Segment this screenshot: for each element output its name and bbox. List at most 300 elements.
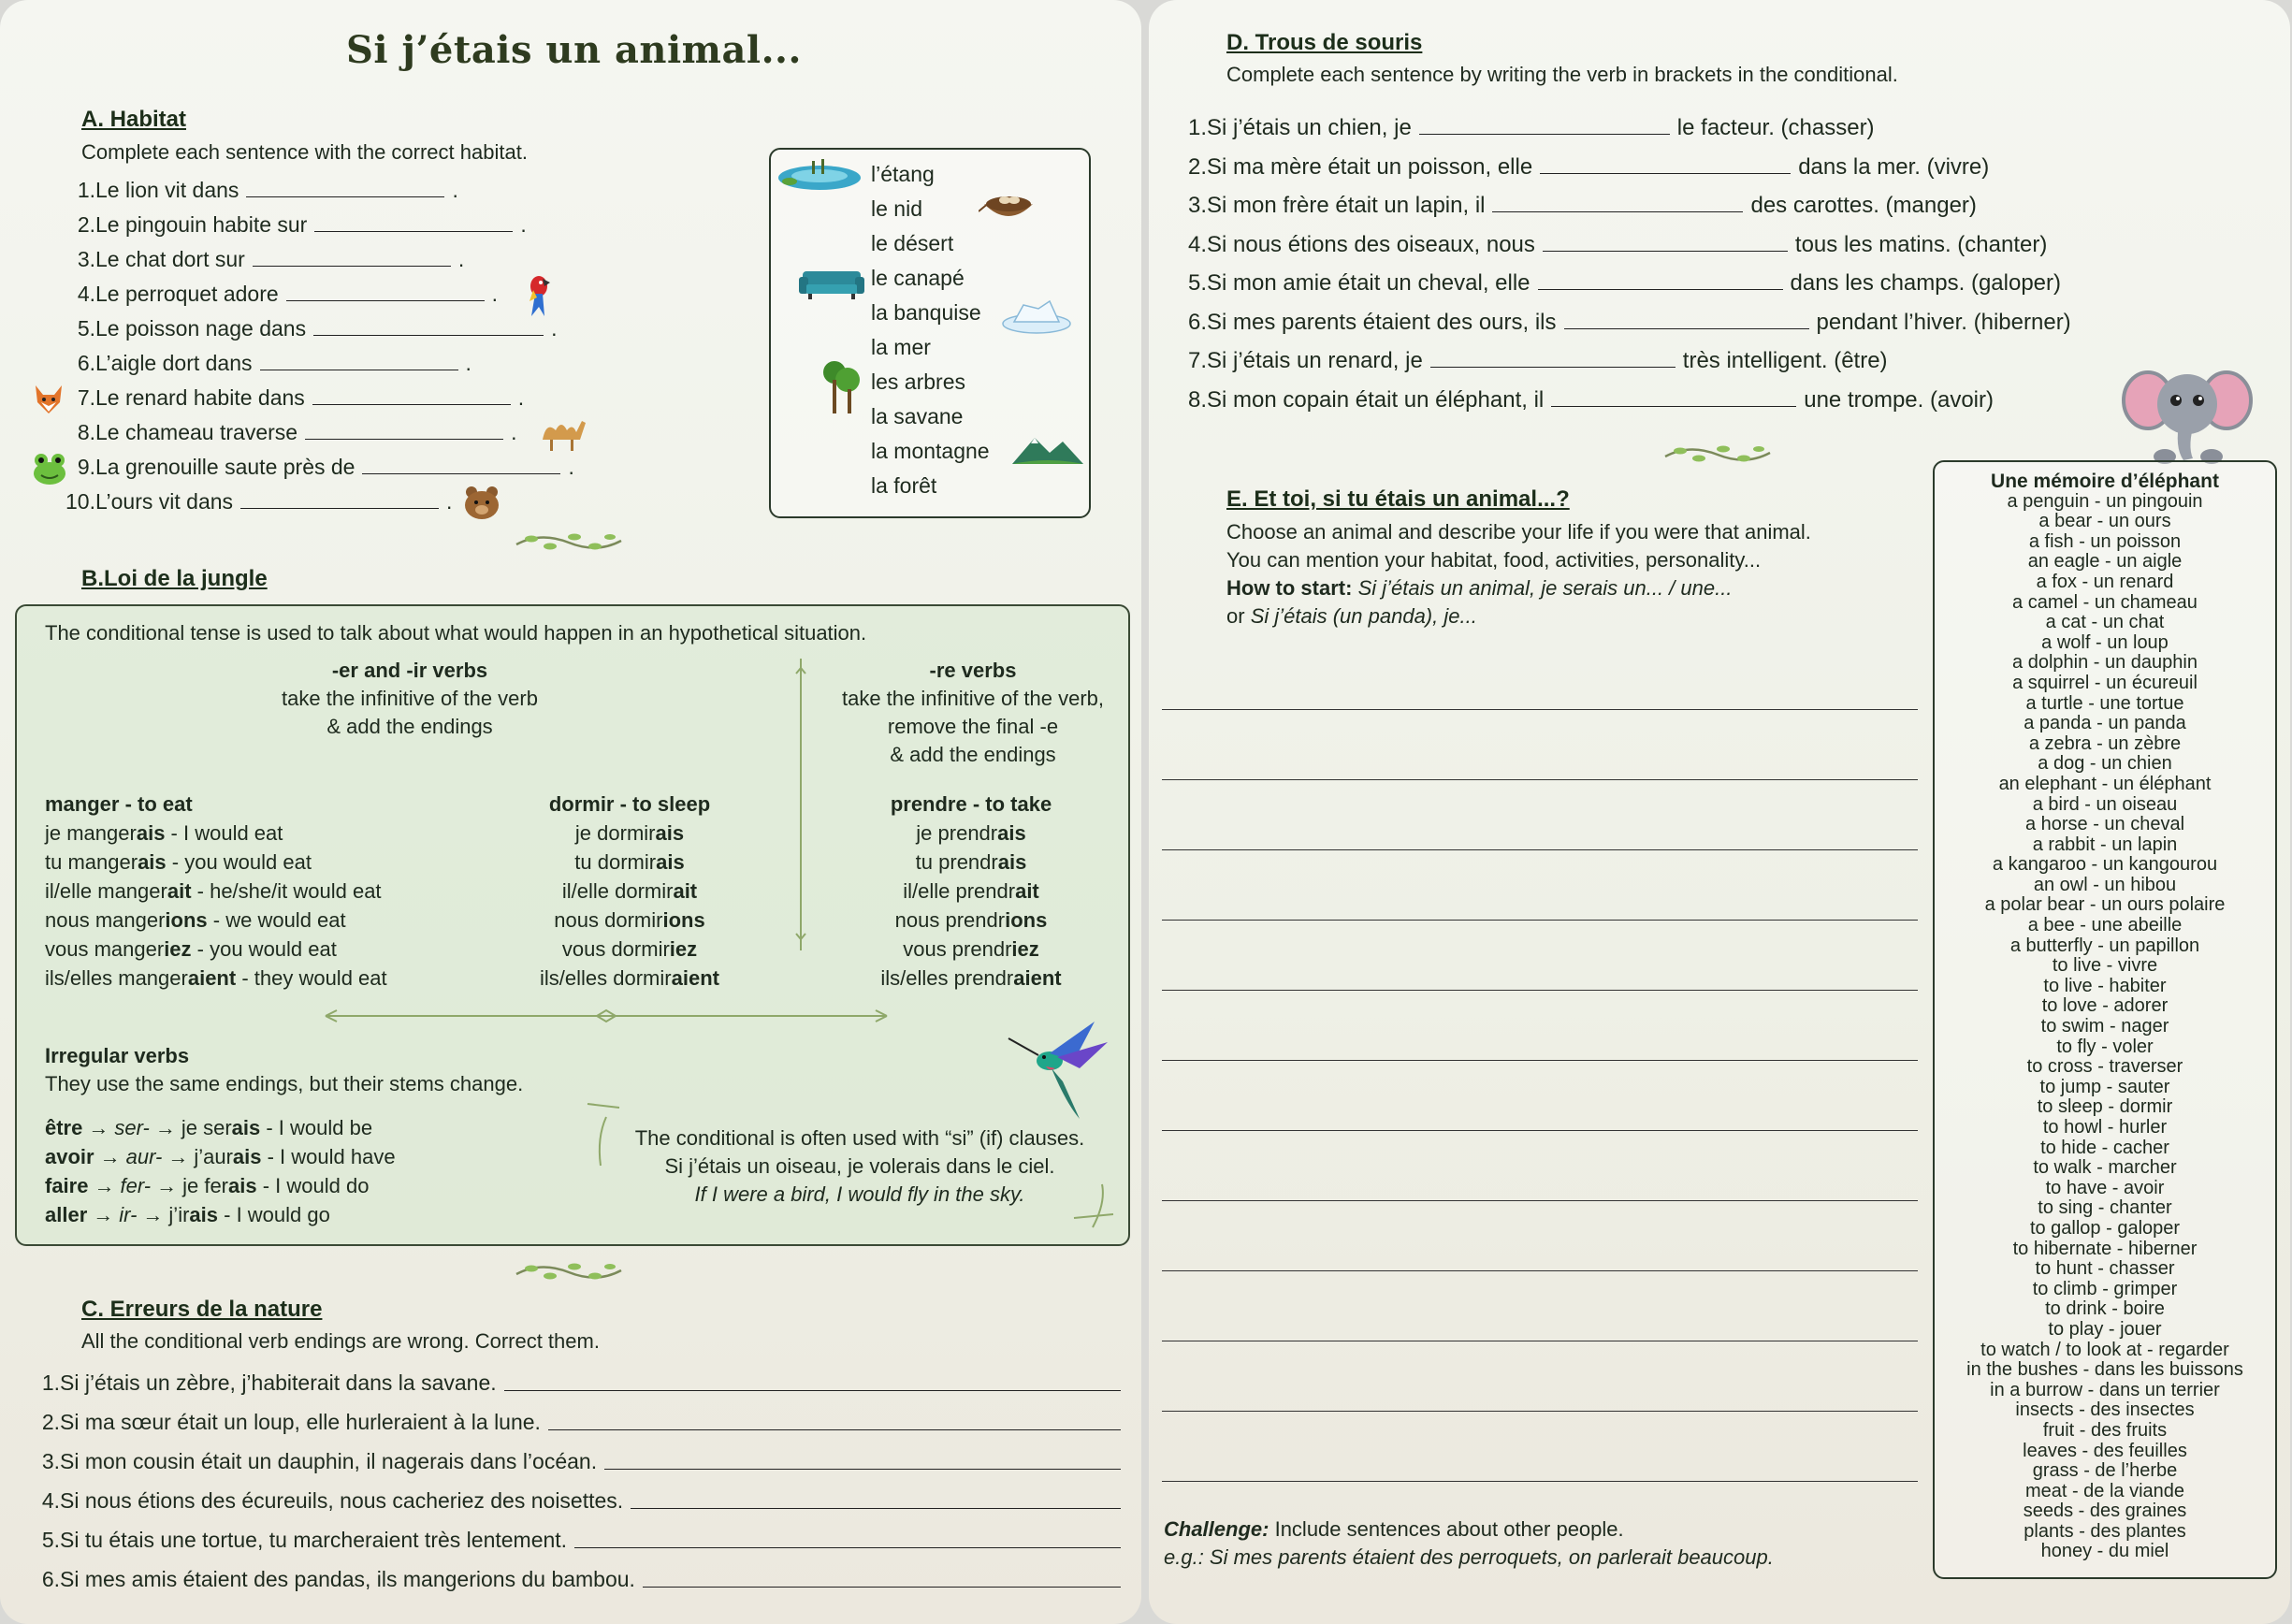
verb-blank[interactable] — [1492, 193, 1743, 212]
verb-ending: ais — [997, 821, 1026, 845]
dormir-conjugation: dormir - to sleep je dormirais tu dormirais il/elle dormirait nous dormirions vous dormiriez ils/elles dormiraient — [503, 790, 756, 993]
sentence-number: 8. — [77, 420, 95, 444]
irregular-row — [45, 1142, 523, 1171]
vocab-item: leaves - des feuilles — [2023, 1440, 2187, 1461]
conjugation-row — [45, 848, 387, 877]
vocab-item: to live - vivre — [2052, 955, 2158, 977]
correction-blank[interactable] — [631, 1484, 1121, 1509]
irregular-verbs: Irregular verbs They use the same endings, but their stems change. être → ser- → je serais - I would be avoir → aur- → j’aurais - I would have faire → fer- → je ferais - I would do aller → ir- → j’irais - I would go — [45, 1042, 523, 1229]
verb-blank[interactable] — [1419, 115, 1670, 135]
sentence-text-after: une trompe. (avoir) — [1804, 386, 1994, 413]
verb-ending: ait — [673, 879, 698, 903]
correction-sentence — [37, 1523, 1121, 1558]
vocab-item: a butterfly - un papillon — [2009, 935, 2200, 956]
habitat-sentence — [56, 485, 452, 519]
vocab-item: a rabbit - un lapin — [2032, 834, 2178, 855]
sentence-end: . — [446, 489, 453, 514]
vocab-item: grass - de l’herbe — [2032, 1460, 2178, 1482]
vocab-item: a penguin - un pingouin — [2007, 490, 2203, 512]
sentence-end: . — [511, 420, 517, 444]
conjugation-row — [45, 906, 387, 935]
bear-icon — [462, 485, 503, 520]
sentence-number: 2. — [1187, 153, 1207, 180]
vocab-item: to watch / to look at - regarder — [1980, 1339, 2229, 1360]
sentence-number: 8. — [1187, 386, 1207, 413]
habitat-sentence — [56, 277, 498, 312]
word-bank-item: l’étang — [871, 162, 935, 186]
vocab-item: to howl - hurler — [2042, 1117, 2168, 1138]
answer-blank[interactable] — [260, 351, 458, 370]
verb-stem: il/elle dormir — [561, 879, 674, 903]
verb-blank[interactable] — [1564, 310, 1809, 329]
frog-icon — [30, 449, 69, 486]
vocab-item: a wolf - un loup — [2041, 631, 2169, 653]
correction-sentence — [37, 1562, 1121, 1597]
word-bank-item: le désert — [871, 231, 954, 255]
answer-blank[interactable] — [362, 455, 560, 474]
verb-blank[interactable] — [1540, 154, 1791, 174]
section-d-instruction: Complete each sentence by writing the verb in brackets in the conditional. — [1226, 63, 1898, 86]
sentence-number: 6. — [77, 351, 95, 375]
vocab-item: a turtle - une tortue — [2025, 692, 2184, 714]
sentence-text: Le chat dort sur — [95, 247, 245, 271]
sentence-number: 1. — [41, 1370, 60, 1395]
sentence-end: . — [465, 351, 471, 375]
sentence-number: 1. — [1187, 115, 1207, 140]
verb-ending: aient — [671, 966, 719, 990]
word-bank-item: la forêt — [871, 473, 937, 498]
translation: - I would eat — [165, 821, 283, 845]
verb-stem: j’ir — [168, 1203, 190, 1226]
word-bank-item: le canapé — [871, 266, 965, 290]
sentence-number: 9. — [77, 455, 95, 479]
verb-ending: ais — [997, 850, 1027, 874]
vocabulary-list — [1933, 471, 2277, 1562]
fox-icon — [30, 382, 67, 417]
writing-line[interactable] — [1162, 1130, 1918, 1131]
verb-stem: tu manger — [45, 850, 138, 874]
sentence-text-before: Si j’étais un renard, je — [1207, 348, 1423, 373]
vocab-item: to sing - chanter — [2038, 1197, 2172, 1219]
verb-ending: ais — [228, 1174, 257, 1197]
verb-blank[interactable] — [1543, 232, 1788, 252]
word-bank-item: le nid — [871, 196, 922, 221]
left-page — [0, 0, 1141, 1624]
vocab-item: to gallop - galoper — [2029, 1217, 2181, 1239]
vocab-item: a camel - un chameau — [2012, 591, 2198, 613]
correction-blank[interactable] — [504, 1366, 1121, 1391]
sentence-text: Le perroquet adore — [95, 282, 279, 306]
sentence-text-after: tous les matins. (chanter) — [1794, 231, 2048, 257]
conjugation-row — [503, 964, 756, 993]
translation: - you would eat — [166, 850, 312, 874]
writing-line[interactable] — [1162, 1270, 1918, 1271]
sentence-number: 4. — [41, 1488, 60, 1513]
vocab-item: to fly - voler — [2056, 1036, 2154, 1057]
sentence-text-after: dans les champs. (galoper) — [1790, 270, 2061, 296]
fill-sentence — [1186, 150, 1989, 184]
irregular-row — [45, 1200, 523, 1229]
habitat-sentence — [56, 381, 524, 415]
answer-blank[interactable] — [312, 385, 511, 405]
translation: - he/she/it would eat — [191, 879, 382, 903]
verb-stem: ils/elles dormir — [540, 966, 672, 990]
conjugation-row — [840, 964, 1102, 993]
vocab-item: to cross - traverser — [2026, 1056, 2183, 1078]
section-e-heading: E. Et toi, si tu étais un animal...? — [1226, 486, 1570, 512]
conjugation-row — [503, 877, 756, 906]
verb-stem: je prendr — [916, 821, 998, 845]
sentence-text-before: Si mes parents étaient des ours, ils — [1207, 309, 1557, 335]
camel-icon — [537, 412, 588, 451]
vine-separator-icon — [794, 659, 807, 950]
sentence-number: 5. — [41, 1528, 60, 1552]
sentence-number: 1. — [77, 178, 95, 202]
answer-blank[interactable] — [286, 282, 485, 301]
answer-blank[interactable] — [314, 212, 513, 232]
translation: - we would eat — [207, 908, 346, 932]
habitat-sentence — [56, 173, 458, 208]
vocab-item: to hibernate - hiberner — [2012, 1238, 2198, 1259]
sentence-text-after: dans la mer. (vivre) — [1798, 153, 1990, 180]
conjugation-row — [45, 935, 387, 964]
sentence-end: . — [491, 282, 499, 306]
sentence-text: Si ma sœur était un loup, elle hurleraient à la lune. — [60, 1410, 541, 1434]
verb-blank[interactable] — [1538, 270, 1783, 290]
sentence-number: 4. — [77, 282, 95, 306]
vocab-item: to have - avoir — [2045, 1177, 2165, 1198]
irregular-stem: aur- — [125, 1145, 163, 1168]
vocab-item: a dolphin - un dauphin — [2012, 652, 2198, 674]
verb-ending: iez — [1011, 937, 1039, 961]
vine-divider-horizontal-icon — [316, 1007, 896, 1025]
grammar-box — [15, 604, 1130, 1246]
translation: - I would do — [256, 1174, 370, 1197]
sentence-text: Si mes amis étaient des pandas, ils mangerions du bambou. — [60, 1567, 635, 1591]
verb-stem: nous dormir — [554, 908, 663, 932]
correction-sentence — [37, 1484, 1121, 1518]
verb-ending: iez — [164, 937, 192, 961]
sentence-end: . — [452, 178, 458, 202]
fill-sentence — [1186, 383, 1994, 417]
infinitive: aller — [45, 1203, 88, 1226]
verb-ending: ions — [165, 908, 208, 932]
manger-conjugation: manger - to eat je mangerais - I would eat tu mangerais - you would eat il/elle mangerait - he/she/it would eat nous mangerions - we would eat vous mangeriez - you would eat ils/elles mangeraient - they would eat — [45, 790, 387, 993]
arrow-icon: → — [167, 1145, 189, 1168]
correction-sentence — [37, 1405, 1121, 1440]
vocab-item: a cat - un chat — [2045, 612, 2165, 633]
habitat-sentence — [56, 346, 471, 381]
vocab-item: meat - de la viande — [2024, 1480, 2185, 1501]
verb-ending: ions — [662, 908, 705, 932]
vocab-item: a dog - un chien — [2038, 753, 2172, 775]
conjugation-row — [45, 964, 387, 993]
verb-stem: il/elle manger — [45, 879, 167, 903]
vocab-item: in a burrow - dans un terrier — [1990, 1379, 2220, 1400]
writing-line[interactable] — [1162, 709, 1918, 710]
writing-line[interactable] — [1162, 920, 1918, 921]
verb-ending: ais — [136, 821, 166, 845]
sentence-end: . — [457, 247, 465, 271]
sentence-text-before: Si mon frère était un lapin, il — [1207, 193, 1486, 218]
conjugation-row — [45, 819, 387, 848]
sentence-number: 2. — [41, 1410, 60, 1434]
vocab-item: to jump - sauter — [2039, 1076, 2170, 1097]
sentence-text-before: Si mon copain était un éléphant, il — [1207, 386, 1545, 413]
habitat-sentence — [56, 415, 516, 450]
verb-stem: vous dormir — [561, 937, 670, 961]
verb-blank[interactable] — [1430, 348, 1675, 368]
habitat-sentence — [56, 242, 464, 277]
verb-ending: ais — [656, 850, 685, 874]
writing-line[interactable] — [1162, 779, 1918, 780]
vocab-item: to hide - cacher — [2040, 1137, 2169, 1158]
sentence-text-after: le facteur. (chasser) — [1676, 115, 1875, 140]
vocab-item: an eagle - un aigle — [2027, 551, 2183, 573]
vocab-item: to sleep - dormir — [2037, 1096, 2173, 1118]
fill-sentence — [1186, 110, 1875, 145]
vocab-item: to swim - nager — [2040, 1016, 2169, 1037]
habitat-word-bank — [769, 148, 1091, 518]
answer-blank[interactable] — [313, 316, 544, 336]
vine-divider-icon — [1661, 440, 1774, 468]
verb-blank[interactable] — [1551, 387, 1796, 407]
correction-blank[interactable] — [604, 1444, 1121, 1470]
answer-blank[interactable] — [240, 489, 439, 509]
sentence-text: L’aigle dort dans — [95, 351, 253, 375]
verb-stem: ils/elles prendr — [880, 966, 1014, 990]
right-page — [1149, 0, 2290, 1624]
writing-line[interactable] — [1162, 990, 1918, 991]
vocab-item: insects - des insectes — [2015, 1399, 2195, 1421]
sentence-text: Si tu étais une tortue, tu marcheraient très lentement. — [60, 1528, 568, 1552]
sentence-number: 3. — [1187, 193, 1207, 218]
vocab-item: to live - habiter — [2043, 975, 2167, 996]
sentence-number: 4. — [1187, 231, 1207, 257]
conjugation-row — [840, 906, 1102, 935]
verb-ending: aient — [187, 966, 237, 990]
word-bank-item: la mer — [871, 335, 931, 359]
mountain-icon — [1012, 432, 1083, 466]
conjugation-row — [840, 877, 1102, 906]
section-d-heading: D. Trous de souris — [1226, 30, 1423, 55]
sentence-text-after: pendant l’hiver. (hiberner) — [1816, 309, 2071, 335]
sentence-text: La grenouille saute près de — [95, 455, 355, 479]
sentence-text: Le poisson nage dans — [95, 316, 307, 341]
verb-ending: ais — [189, 1203, 219, 1226]
verb-ending: aient — [1013, 966, 1062, 990]
irregular-stem: ir- — [119, 1203, 138, 1226]
correction-blank[interactable] — [643, 1562, 1121, 1588]
word-bank-item: la montagne — [871, 439, 990, 463]
word-bank-item: la banquise — [871, 300, 981, 325]
infinitive: avoir — [45, 1145, 94, 1168]
re-rule: -re verbs take the infinitive of the verb, remove the final -e & add the endings — [841, 659, 1105, 766]
sentence-text: Le chameau traverse — [95, 420, 298, 444]
verb-stem: nous manger — [45, 908, 166, 932]
vocab-item: to walk - marcher — [2033, 1157, 2177, 1179]
correction-sentence — [37, 1444, 1121, 1479]
fill-sentence — [1186, 227, 2047, 262]
vocab-item: a bear - un ours — [2038, 511, 2171, 532]
sentence-text-after: très intelligent. (être) — [1682, 348, 1888, 373]
vocab-item: an owl - un hibou — [2033, 874, 2177, 895]
habitat-sentence — [56, 450, 574, 485]
irregular-stem: ser- — [114, 1116, 150, 1139]
answer-blank[interactable] — [305, 420, 503, 440]
sentence-number: 3. — [77, 247, 95, 271]
sentence-text: Le lion vit dans — [95, 178, 239, 202]
translation: - you would eat — [191, 937, 337, 961]
sentence-text: L’ours vit dans — [95, 489, 234, 514]
vocab-item: to climb - grimper — [2032, 1278, 2178, 1299]
sentence-text: Le pingouin habite sur — [95, 212, 308, 237]
verb-stem: il/elle prendr — [903, 879, 1016, 903]
elephant-icon — [2122, 363, 2253, 468]
verb-ending: ait — [1015, 879, 1039, 903]
parrot-icon — [520, 269, 558, 318]
nest-icon — [979, 183, 1038, 228]
sentence-text-before: Si nous étions des oiseaux, nous — [1207, 231, 1535, 257]
writing-line[interactable] — [1162, 1200, 1918, 1201]
ice-floe-icon — [1001, 296, 1072, 337]
arrow-icon: → — [156, 1174, 178, 1197]
vocab-item: to drink - boire — [2045, 1298, 2165, 1320]
writing-line[interactable] — [1162, 849, 1918, 850]
vocab-item: in the bushes - dans les buissons — [1966, 1359, 2243, 1381]
sentence-text: Si mon cousin était un dauphin, il nagerais dans l’océan. — [60, 1449, 598, 1473]
arrow-icon: → — [99, 1145, 121, 1168]
sentence-text: Le renard habite dans — [95, 385, 305, 410]
translation: - I would go — [218, 1203, 330, 1226]
correction-blank[interactable] — [548, 1405, 1121, 1430]
vocab-item: to hunt - chasser — [2035, 1258, 2175, 1280]
irregular-row — [45, 1113, 523, 1142]
verb-stem: tu dormir — [574, 850, 657, 874]
verb-stem: ils/elles manger — [45, 966, 188, 990]
sentence-end: . — [517, 385, 525, 410]
section-b-heading: B.Loi de la jungle — [81, 566, 268, 591]
conjugation-row — [45, 877, 387, 906]
vocab-item: seeds - des graines — [2023, 1501, 2187, 1522]
verb-ending: ais — [138, 850, 167, 874]
sentence-end: . — [520, 212, 527, 237]
conditional-intro: The conditional tense is used to talk about what would happen in an hypothetical situation. — [45, 621, 867, 645]
sentence-number: 7. — [1187, 348, 1207, 373]
infinitive: être — [45, 1116, 83, 1139]
sentence-text: Si nous étions des écureuils, nous cacheriez des noisettes. — [60, 1488, 624, 1513]
verb-ending: iez — [669, 937, 698, 961]
verb-stem: nous prendr — [894, 908, 1006, 932]
verb-stem: j’aur — [194, 1145, 233, 1168]
verb-ending: ait — [167, 879, 192, 903]
verb-stem: je fer — [182, 1174, 229, 1197]
sentence-number: 5. — [1187, 270, 1207, 296]
arrow-icon: → — [154, 1116, 176, 1139]
word-bank-item: les arbres — [871, 370, 965, 394]
si-clause-note: The conditional is often used with “si” (if) clauses. Si j’étais un oiseau, je volerais dans le ciel. If I were a bird, I would fly in the sky. — [634, 1126, 1085, 1206]
vocab-item: a fox - un renard — [2036, 571, 2174, 592]
verb-ending: ais — [232, 1145, 262, 1168]
vine-divider-icon — [513, 528, 625, 556]
prendre-conjugation: prendre - to take je prendrais tu prendrais il/elle prendrait nous prendrions vous prendriez ils/elles prendraient — [840, 790, 1102, 993]
sentence-end: . — [551, 316, 558, 341]
vocabulary-title: Une mémoire d’éléphant — [1991, 471, 2219, 492]
arrow-icon: → — [94, 1174, 115, 1197]
verb-stem: vous prendr — [903, 937, 1012, 961]
sentence-number: 7. — [77, 385, 95, 410]
verb-ending: ais — [231, 1116, 261, 1139]
pond-icon — [776, 157, 863, 193]
verb-stem: tu prendr — [915, 850, 998, 874]
verb-stem: vous manger — [45, 937, 165, 961]
vine-divider-icon — [513, 1257, 625, 1285]
er-ir-rule: -er and -ir verbs take the infinitive of the verb & add the endings — [282, 659, 538, 738]
writing-line[interactable] — [1162, 1481, 1918, 1482]
sentence-text-after: des carottes. (manger) — [1750, 193, 1977, 218]
conjugation-row — [840, 819, 1102, 848]
conjugation-row — [503, 819, 756, 848]
translation: - I would have — [261, 1145, 396, 1168]
sentence-text-before: Si j’étais un chien, je — [1207, 115, 1412, 140]
vocab-item: honey - du miel — [2040, 1541, 2169, 1562]
challenge: Challenge: Include sentences about other people. e.g.: Si mes parents étaient des perroquets, on parlerait beaucoup. — [1164, 1517, 1774, 1569]
sofa-icon — [799, 264, 864, 301]
vocab-item: a fish - un poisson — [2028, 530, 2182, 552]
word-bank-item: la savane — [871, 404, 964, 428]
vocab-item: fruit - des fruits — [2042, 1419, 2168, 1441]
conjugation-row — [503, 848, 756, 877]
section-e-instructions: Choose an animal and describe your life if you were that animal. You can mention your habitat, food, activities, personality... How to start: Si j’étais un animal, je serais un... / une... or Si j’étais (un panda), je... — [1226, 520, 1811, 628]
verb-ending: ions — [1005, 908, 1048, 932]
arrow-icon: → — [142, 1203, 164, 1226]
vocab-item: plants - des plantes — [2024, 1520, 2186, 1542]
answer-blank[interactable] — [253, 247, 451, 267]
writing-line[interactable] — [1162, 1411, 1918, 1412]
fill-sentence — [1186, 343, 1888, 378]
verb-stem: je ser — [181, 1116, 232, 1139]
sentence-number: 6. — [41, 1567, 60, 1591]
sentence-number: 10. — [65, 489, 95, 514]
fill-sentence — [1186, 266, 2061, 300]
vocab-item: a bee - une abeille — [2027, 915, 2183, 936]
irregular-row — [45, 1171, 523, 1200]
conjugation-row — [840, 848, 1102, 877]
irregular-stem: fer- — [120, 1174, 152, 1197]
sentence-number: 6. — [1187, 309, 1207, 335]
correction-sentence — [37, 1366, 1121, 1400]
conjugation-row — [503, 935, 756, 964]
vocab-item: to play - jouer — [2048, 1318, 2162, 1340]
verb-stem: je manger — [45, 821, 137, 845]
sentence-end: . — [568, 455, 574, 479]
sentence-number: 3. — [41, 1449, 60, 1473]
writing-line[interactable] — [1162, 1060, 1918, 1061]
arrow-icon: → — [93, 1203, 114, 1226]
vocab-item: a zebra - un zèbre — [2028, 732, 2182, 754]
vocab-item: a squirrel - un écureuil — [2012, 672, 2198, 693]
correction-blank[interactable] — [574, 1523, 1121, 1548]
verb-stem: je dormir — [574, 821, 656, 845]
vocab-item: a kangaroo - un kangourou — [1992, 854, 2218, 876]
fill-sentence — [1186, 305, 2071, 340]
sentence-number: 2. — [77, 212, 95, 237]
vocab-item: a panda - un panda — [2024, 713, 2186, 734]
answer-blank[interactable] — [246, 178, 444, 197]
vocab-item: an elephant - un éléphant — [1998, 773, 2212, 794]
trees-icon — [818, 357, 866, 417]
infinitive: faire — [45, 1174, 89, 1197]
